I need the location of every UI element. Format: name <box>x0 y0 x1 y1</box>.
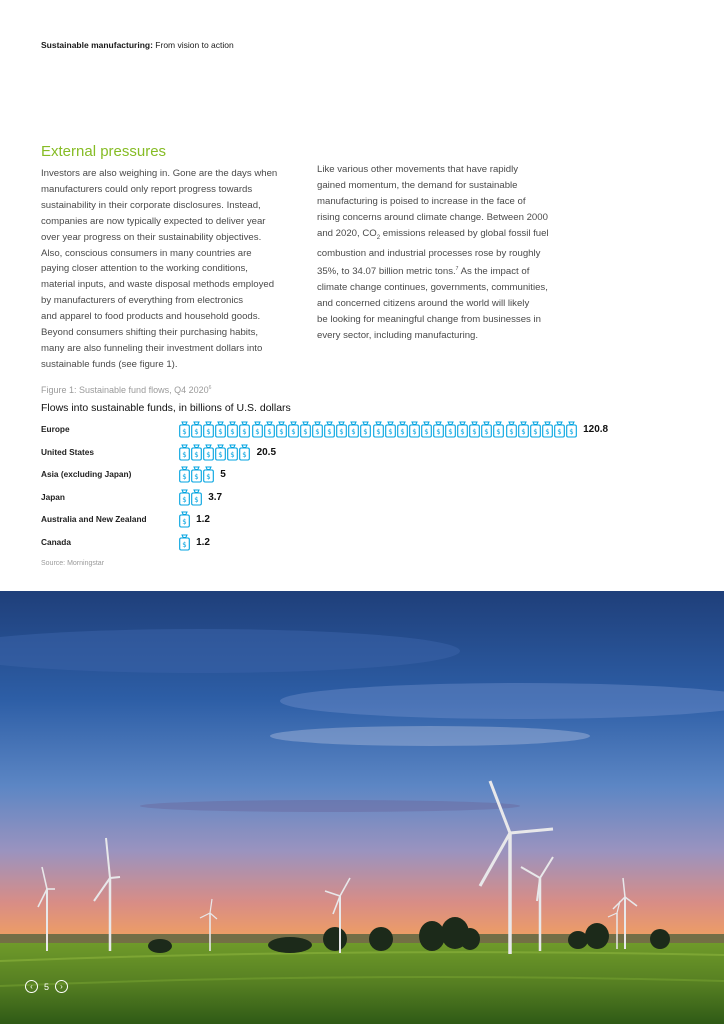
money-bag-icon <box>469 421 480 438</box>
category-label: Canada <box>41 536 71 547</box>
svg-text:$: $ <box>520 428 526 437</box>
money-bag-icon <box>300 421 311 438</box>
footnote-ref[interactable]: 7 <box>455 266 459 273</box>
money-bag-icon <box>191 444 202 461</box>
svg-text:$: $ <box>460 428 465 437</box>
money-bag-icon <box>215 421 226 438</box>
figure-source: Source: Morningstar <box>41 560 105 567</box>
money-bag-icon <box>191 489 202 506</box>
money-bag-icon <box>360 421 371 438</box>
svg-text:$: $ <box>532 428 538 437</box>
svg-text:$: $ <box>291 428 296 437</box>
value-label: 3.7 <box>208 491 223 503</box>
svg-text:$: $ <box>182 518 187 527</box>
svg-text:$: $ <box>254 428 260 437</box>
money-bag-icon <box>179 511 190 528</box>
svg-text:$: $ <box>545 428 550 437</box>
money-bag-icon <box>518 421 529 438</box>
running-header <box>41 40 234 50</box>
bag-group <box>179 421 608 438</box>
svg-text:$: $ <box>266 428 272 437</box>
svg-text:$: $ <box>218 428 224 437</box>
svg-text:$: $ <box>194 428 199 437</box>
money-bag-icon <box>203 444 214 461</box>
svg-text:$: $ <box>496 428 502 437</box>
header-rest: From vision to action <box>152 40 234 50</box>
svg-text:$: $ <box>182 495 187 504</box>
money-bag-icon <box>542 421 553 438</box>
svg-text:$: $ <box>327 428 332 437</box>
svg-text:$: $ <box>194 473 199 482</box>
svg-text:$: $ <box>363 428 369 437</box>
bag-group <box>179 466 226 483</box>
money-bag-icon <box>493 421 504 438</box>
paragraph-line: climate change continues, governments, communities, <box>317 282 548 294</box>
svg-text:$: $ <box>230 428 236 437</box>
value-label: 1.2 <box>196 514 210 526</box>
money-bag-icon <box>566 421 577 438</box>
paragraph-line: Investors are also weighing in. Gone are the days when <box>41 168 278 179</box>
chevron-right-icon[interactable]: › <box>55 980 68 993</box>
paragraph-line: combustion and industrial processes rose by roughly <box>317 248 541 260</box>
money-bag-icon <box>397 421 408 438</box>
svg-text:$: $ <box>399 428 405 437</box>
section-heading: External pressures <box>41 143 167 160</box>
svg-text:$: $ <box>182 473 187 482</box>
paragraph-line: every sector, including manufacturing. <box>317 330 479 342</box>
money-bag-icon <box>457 421 468 438</box>
chart-row <box>41 443 681 466</box>
money-bag-icon <box>179 466 190 483</box>
money-bag-icon <box>348 421 359 438</box>
body-column-right <box>317 162 577 344</box>
svg-text:$: $ <box>412 428 417 437</box>
value-label: 1.2 <box>196 536 210 548</box>
money-bag-icon <box>312 421 323 438</box>
money-bag-icon <box>506 421 517 438</box>
svg-text:$: $ <box>182 541 187 550</box>
paragraph-line: Like various other movements that have rapidly <box>317 164 519 175</box>
money-bag-icon <box>445 421 456 438</box>
money-bag-icon <box>239 444 250 461</box>
svg-text:$: $ <box>194 495 199 504</box>
category-label: Japan <box>41 491 65 502</box>
value-label: 20.5 <box>256 446 277 458</box>
svg-text:$: $ <box>436 428 441 437</box>
subscript: 2 <box>376 234 381 241</box>
svg-text:$: $ <box>182 450 187 459</box>
svg-text:$: $ <box>218 450 224 459</box>
money-bag-icon <box>264 421 275 438</box>
category-label: Australia and New Zealand <box>41 514 147 525</box>
paragraph-line: over year progress on their sustainability objectives. <box>41 231 262 243</box>
chart-row <box>41 488 681 511</box>
chart-row <box>41 533 681 556</box>
svg-text:$: $ <box>448 428 453 437</box>
paragraph-line: manufacturing is poised to increase in the face of <box>317 195 526 207</box>
text-run: emissions released by global fossil fuel <box>380 227 549 239</box>
paragraph-line: many are also funneling their investment dollars into <box>41 342 263 354</box>
svg-text:$: $ <box>242 428 248 437</box>
money-bag-icon <box>215 444 226 461</box>
svg-text:$: $ <box>351 428 357 437</box>
svg-text:$: $ <box>315 428 320 437</box>
chart-row <box>41 420 681 443</box>
bag-group <box>179 489 222 506</box>
money-bag-icon <box>179 534 190 551</box>
chart-row <box>41 510 681 533</box>
chevron-left-icon[interactable]: ‹ <box>25 980 38 993</box>
money-bag-icon <box>421 421 432 438</box>
svg-text:$: $ <box>508 428 514 437</box>
paragraph-line: Also, conscious consumers in many countries are <box>41 247 252 259</box>
figure-label <box>41 385 211 395</box>
svg-text:$: $ <box>279 428 284 437</box>
svg-text:$: $ <box>230 450 236 459</box>
money-bag-icon <box>409 421 420 438</box>
money-bag-icon <box>191 466 202 483</box>
svg-text:$: $ <box>182 428 187 437</box>
paragraph-line: sustainability in their corporate disclosures. Instead, <box>41 199 261 211</box>
svg-text:$: $ <box>242 450 248 459</box>
money-bag-icon <box>227 421 238 438</box>
text-run: As the impact of <box>458 266 530 278</box>
money-bag-icon <box>373 421 384 438</box>
text-run: and 2020, CO <box>317 227 377 239</box>
svg-text:$: $ <box>569 428 574 437</box>
money-bag-icon <box>191 421 202 438</box>
paragraph-line: material inputs, and waste disposal methods employed <box>41 279 275 291</box>
money-bag-icon <box>433 421 444 438</box>
svg-text:$: $ <box>375 428 381 437</box>
money-bag-icon <box>276 421 287 438</box>
money-bag-icon <box>227 444 238 461</box>
money-bag-icon <box>554 421 565 438</box>
paragraph-line: sustainable funds (see figure 1). <box>41 358 178 370</box>
body-column-left <box>41 166 303 373</box>
paragraph-line: gained momentum, the demand for sustainable <box>317 179 518 191</box>
svg-text:$: $ <box>194 450 199 459</box>
category-label: United States <box>41 446 95 457</box>
money-bag-icon <box>481 421 492 438</box>
header-bold: Sustainable manufacturing: <box>41 40 153 50</box>
paragraph-line <box>317 226 577 247</box>
paragraph-line: Beyond consumers shifting their purchasing habits, <box>41 327 259 339</box>
money-bag-icon <box>179 489 190 506</box>
paragraph-line: by manufacturers of everything from electronics <box>41 295 244 307</box>
page-number: 5 <box>44 981 50 992</box>
svg-text:$: $ <box>472 428 477 437</box>
figure-title: Flows into sustainable funds, in billions of U.S. dollars <box>41 402 291 414</box>
money-bag-icon <box>385 421 396 438</box>
svg-text:$: $ <box>206 428 211 437</box>
money-bag-icon <box>203 466 214 483</box>
paragraph-line: companies are now typically expected to deliver year <box>41 215 266 227</box>
figure-label-text: Figure 1: Sustainable fund flows, Q4 2020 <box>41 385 209 395</box>
category-label: Europe <box>41 424 70 434</box>
money-bag-icon <box>252 421 263 438</box>
svg-text:$: $ <box>484 428 490 437</box>
wind-farm-photo <box>0 591 724 1024</box>
money-bag-icon <box>203 421 214 438</box>
bag-group <box>179 444 276 461</box>
money-bag-icon <box>324 421 335 438</box>
footnote-ref[interactable]: 6 <box>208 385 212 391</box>
category-label: Asia (excluding Japan) <box>41 469 132 480</box>
paragraph-line: manufacturers could only report progress towards <box>41 183 253 195</box>
paragraph-line: be looking for meaningful change from businesses in <box>317 314 541 326</box>
paragraph-line: paying closer attention to the working conditions, <box>41 263 248 275</box>
svg-text:$: $ <box>557 428 562 437</box>
chart-row <box>41 465 681 488</box>
page-navigator <box>25 980 68 993</box>
value-label: 120.8 <box>583 424 609 435</box>
value-label: 5 <box>220 469 226 481</box>
svg-text:$: $ <box>303 428 308 437</box>
money-bag-icon <box>179 444 190 461</box>
money-bag-icon <box>239 421 250 438</box>
svg-text:$: $ <box>424 428 429 437</box>
paragraph-line: and concerned citizens around the world will likely <box>317 298 530 310</box>
bag-group <box>179 511 210 528</box>
money-bag-icon <box>336 421 347 438</box>
svg-text:$: $ <box>387 428 393 437</box>
paragraph-line: and apparel to food products and household goods. <box>41 311 261 323</box>
svg-text:$: $ <box>339 428 344 437</box>
paragraph-line <box>317 262 577 280</box>
bag-group <box>179 534 210 551</box>
pictogram-chart <box>41 420 681 556</box>
svg-text:$: $ <box>206 450 211 459</box>
money-bag-icon <box>288 421 299 438</box>
money-bag-icon <box>530 421 541 438</box>
money-bag-icon <box>179 421 190 438</box>
paragraph-line: rising concerns around climate change. Between 2000 <box>317 211 548 223</box>
svg-text:$: $ <box>206 473 211 482</box>
text-run: 35%, to 34.07 billion metric tons. <box>317 266 456 278</box>
